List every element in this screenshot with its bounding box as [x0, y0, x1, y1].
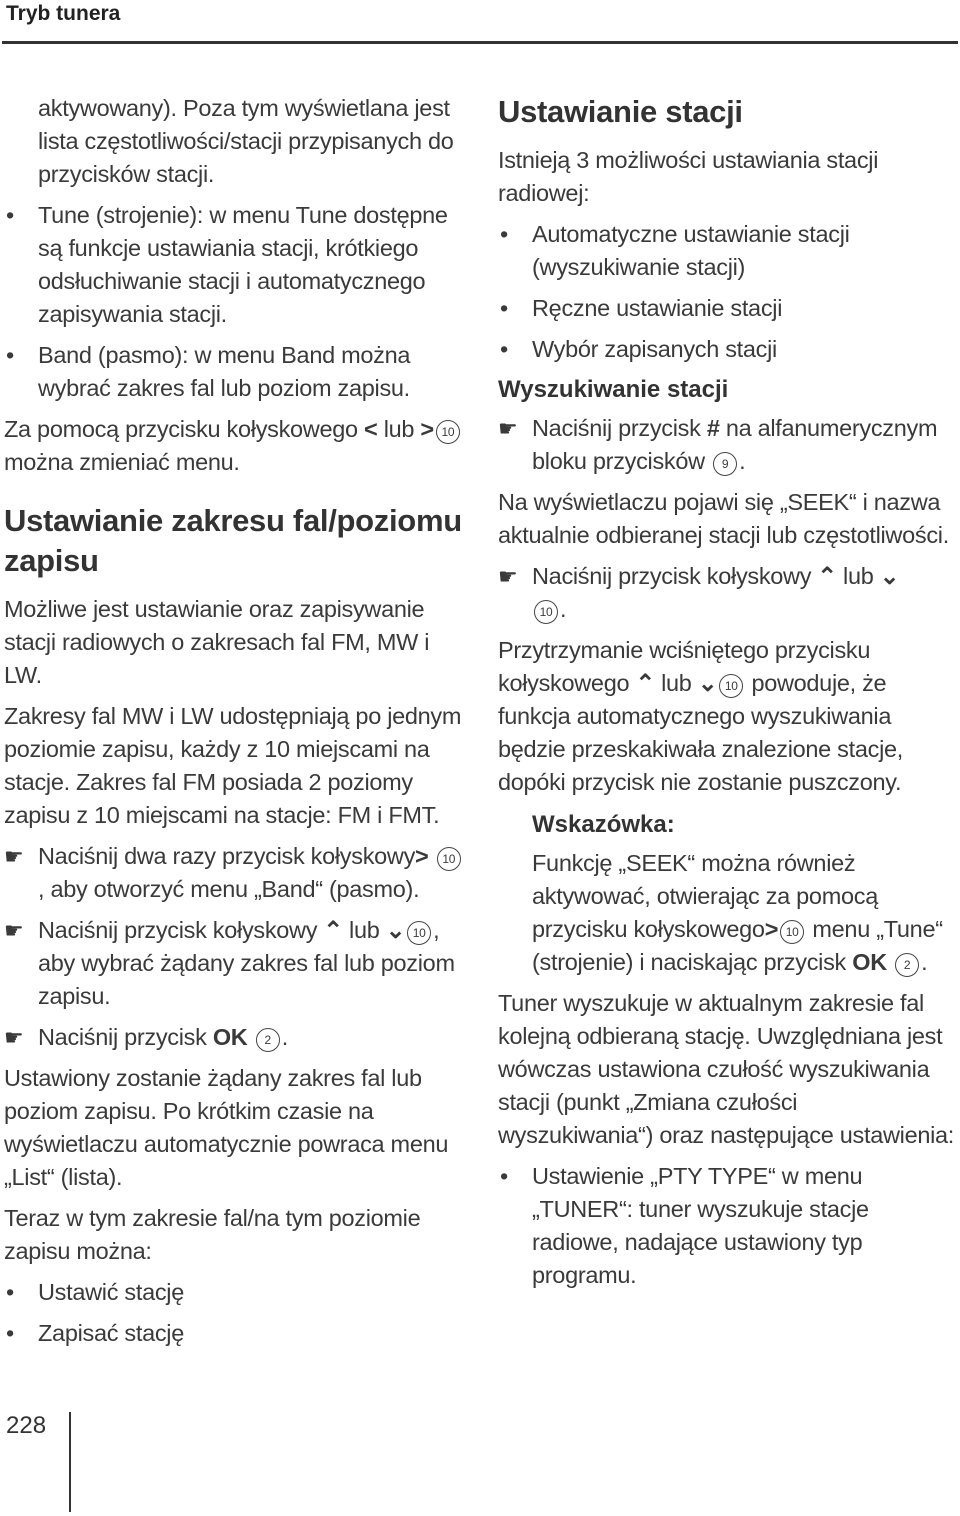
ref-10-icon: 10 [780, 920, 804, 944]
rocker-up-icon: ⌃ [817, 563, 837, 589]
note-body: Funkcję „SEEK“ można również aktywować, otwierając za pomocą przycisku kołyskowego> 10 menu „Tune“ (strojenie) i naciskając przycisk OK 2 . [532, 850, 943, 975]
hand-pointer-icon: ☛ [4, 918, 24, 943]
paragraph-now: Teraz w tym zakresie fal/na tym poziomie zapisu można: [4, 1205, 421, 1264]
bullet-mark: • [500, 336, 508, 362]
ref-2-icon: 2 [895, 953, 919, 977]
hand-pointer-icon: ☛ [498, 564, 518, 589]
hand-pointer-icon: ☛ [4, 844, 24, 869]
ok-key-label: OK [852, 949, 887, 975]
rocker-up-icon: ⌃ [323, 917, 343, 943]
header-rule [2, 41, 958, 44]
ref-10-icon: 10 [534, 600, 558, 624]
action-open-band: ☛ Naciśnij dwa razy przycisk kołyskowy> 10, aby otworzyć menu „Band“ (pasmo). [4, 840, 466, 906]
bullet-manual: • Ręczne ustawianie stacji [498, 292, 958, 325]
bullet-mark: • [500, 221, 508, 247]
action-press-ok: ☛ Naciśnij przycisk OK 2 . [4, 1021, 466, 1054]
bullet-save-station: • Zapisać stację [4, 1317, 466, 1350]
note-title: Wskazówka: [532, 811, 675, 838]
left-column [4, 92, 466, 1358]
heading-station: Ustawianie stacji [498, 94, 743, 129]
action-press-rocker: ☛ Naciśnij przycisk kołyskowy ⌃ lub ⌄ 10 . [498, 560, 958, 626]
ref-10-icon: 10 [407, 921, 431, 945]
bullet-mark: • [6, 1320, 14, 1346]
ref-2-icon: 2 [256, 1028, 280, 1052]
paragraph-ranges: Zakresy fal MW i LW udostępniają po jednym poziomie zapisu, każdy z 10 miejscami na stacje. Zakres fal FM posiada 2 poziomy zapisu z 10 miejscami na stacje: FM i FMT. [4, 703, 462, 828]
paragraph-display: Na wyświetlaczu pojawi się „SEEK“ i nazwa aktualnie odbieranej stacji lub częstotliwości. [498, 489, 949, 548]
paragraph-three: Istnieją 3 możliwości ustawiania stacji radiowej: [498, 147, 879, 206]
paragraph-tuner: Tuner wyszukuje w aktualnym zakresie fal kolejną odbieraną stację. Uwzględniana jest wówczas ustawiona czułość wyszukiwania stacji (punkt „Zmiana czułości wyszukiwania“) oraz następujące ustawienia: [498, 990, 955, 1148]
bullet-mark: • [6, 202, 14, 228]
bullet-saved: • Wybór zapisanych stacji [498, 333, 958, 366]
ref-10-icon: 10 [719, 674, 743, 698]
rocker-up-icon: ⌃ [635, 670, 655, 696]
paragraph-possible: Możliwe jest ustawianie oraz zapisywanie stacji radiowych o zakresach fal FM, MW i LW. [4, 596, 430, 688]
action-select-range: ☛ Naciśnij przycisk kołyskowy ⌃ lub ⌄ 10 , aby wybrać żądany zakres fal lub poziom zapisu. [4, 914, 466, 1013]
bullet-band: • Band (pasmo): w menu Band można wybrać zakres fal lub poziom zapisu. [4, 339, 466, 405]
heading-range: Ustawianie zakresu fal/poziomu zapisu [4, 503, 462, 578]
heading-search: Wyszukiwanie stacji [498, 376, 729, 403]
bullet-pty: • Ustawienie „PTY TYPE“ w menu „TUNER“: tuner wyszukuje stacje radiowe, nadające ustawiony typ programu. [498, 1160, 958, 1292]
bullet-mark: • [6, 342, 14, 368]
action-press-hash: ☛ Naciśnij przycisk # na alfanumerycznym bloku przycisków 9 . [498, 412, 958, 478]
paragraph-rocker: Za pomocą przycisku kołyskowego < lub > 10 można zmieniać menu. [4, 413, 466, 479]
rocker-down-icon: ⌄ [697, 670, 718, 696]
ref-10-icon: 10 [437, 847, 461, 871]
hand-pointer-icon: ☛ [4, 1025, 24, 1050]
paragraph-hold: Przytrzymanie wciśniętego przycisku kołyskowego ⌃ lub ⌄ 10 powoduje, że funkcja automatycznego wyszukiwania będzie przeskakiwała znalezione stacje, dopóki przycisk nie zostanie puszczony. [498, 637, 904, 795]
page-number: 228 [6, 1412, 47, 1439]
page-header-title: Tryb tunera [6, 2, 121, 25]
bullet-auto: • Automatyczne ustawianie stacji (wyszukiwanie stacji) [498, 218, 958, 284]
rocker-down-icon: ⌄ [879, 563, 900, 589]
hand-pointer-icon: ☛ [498, 416, 518, 441]
paragraph-set: Ustawiony zostanie żądany zakres fal lub poziom zapisu. Po krótkim czasie na wyświetlaczu automatycznie powraca menu „List“ (lista). [4, 1065, 449, 1190]
rocker-right-icon: > [415, 843, 429, 869]
ref-10-icon: 10 [436, 420, 460, 444]
bullet-mark: • [6, 1279, 14, 1305]
rocker-right-icon: > [420, 416, 434, 442]
bullet-set-station: • Ustawić stację [4, 1276, 466, 1309]
footer-rule [69, 1412, 71, 1512]
rocker-down-icon: ⌄ [385, 917, 406, 943]
bullet-mark: • [500, 295, 508, 321]
hash-key-label: # [706, 415, 720, 441]
rocker-left-icon: < [364, 416, 378, 442]
rocker-right-icon: > [764, 916, 779, 942]
bullet-mark: • [500, 1163, 508, 1189]
ok-key-label: OK [212, 1024, 248, 1050]
paragraph-continuation: aktywowany). Poza tym wyświetlana jest lista częstotliwości/stacji przypisanych do przycisków stacji. [38, 95, 454, 187]
right-column [498, 92, 958, 1300]
ref-9-icon: 9 [713, 452, 737, 476]
bullet-tune: • Tune (strojenie): w menu Tune dostępne są funkcje ustawiania stacji, krótkiego odsłuchiwanie stacji i automatycznego zapisywania stacji. [4, 199, 466, 331]
